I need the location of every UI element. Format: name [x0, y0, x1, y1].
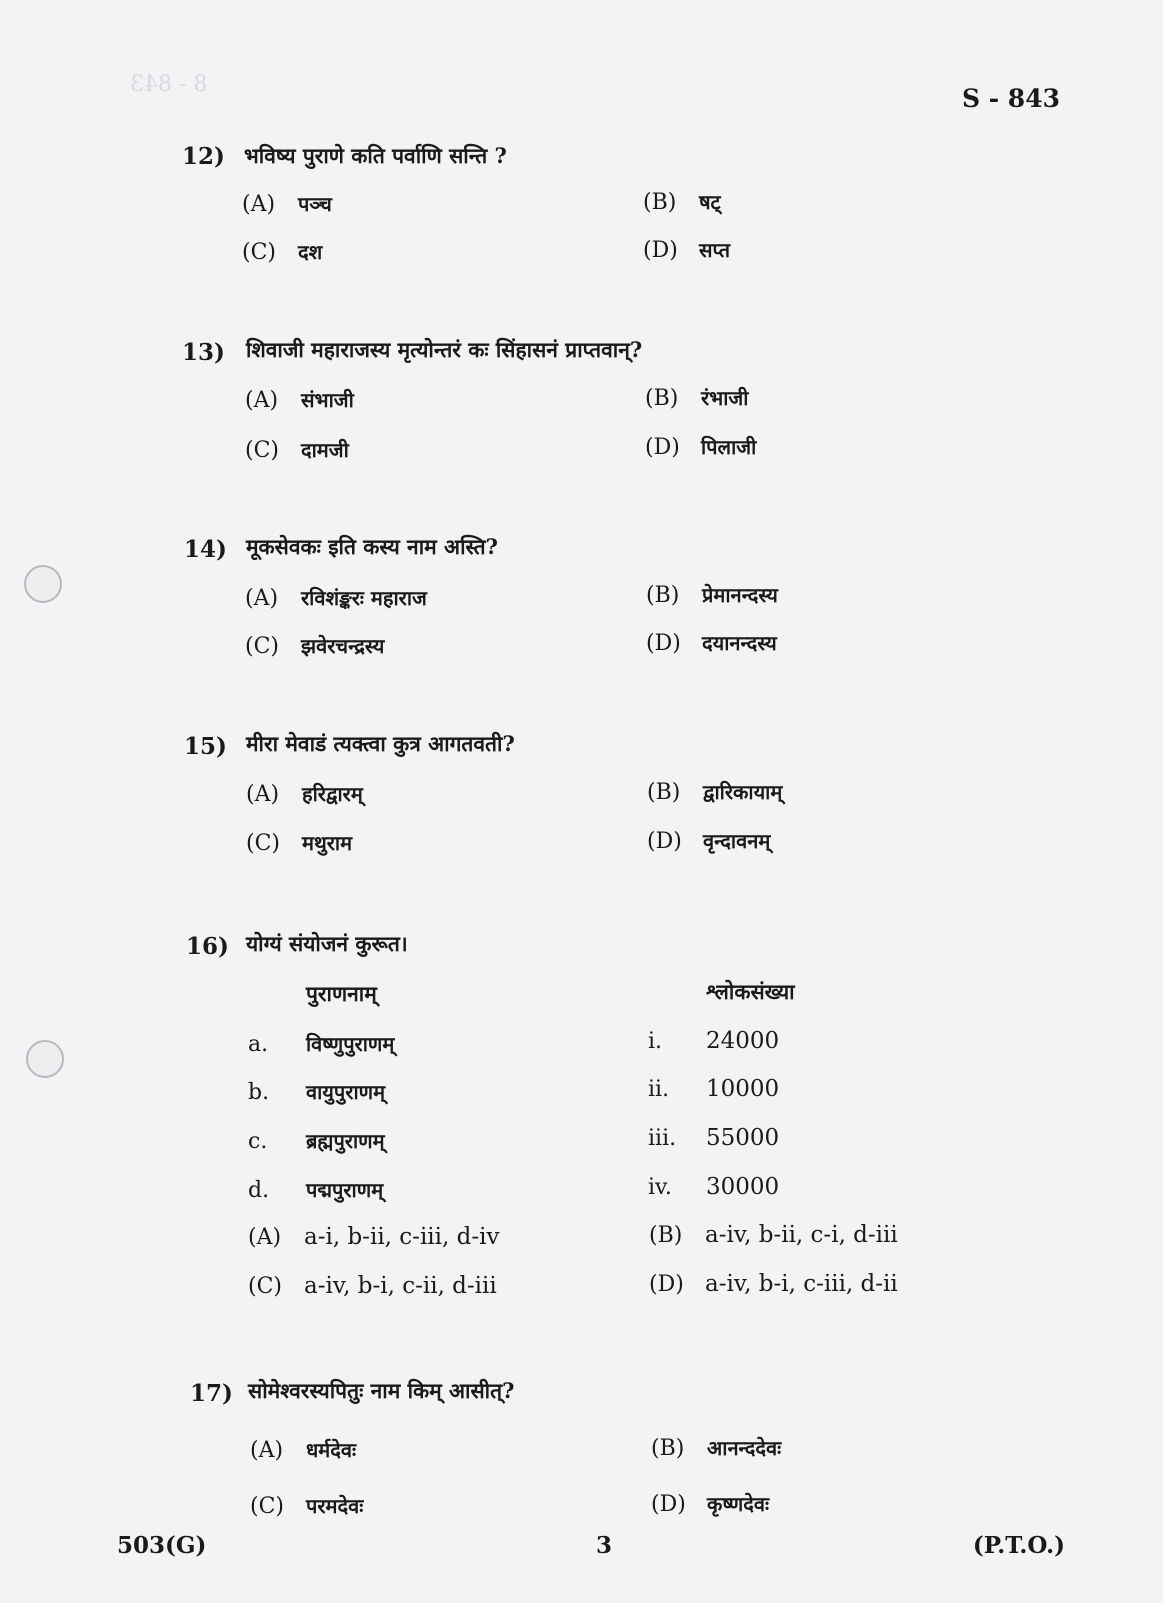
pto-label: (P.T.O.)	[972, 1532, 1065, 1559]
option-b[interactable]: (B) द्वारिकायाम्	[647, 780, 783, 805]
option-d[interactable]: (D) a-iv, b-i, c-iii, d-ii	[649, 1271, 898, 1297]
option-d[interactable]: (D) वृन्दावनम्	[647, 829, 771, 854]
option-b[interactable]: (B) प्रेमानन्दस्य	[646, 583, 778, 608]
option-d[interactable]: (D) सप्त	[643, 238, 731, 263]
option-d[interactable]: (D) कृष्णदेवः	[651, 1492, 770, 1517]
question-number: 17)	[190, 1380, 233, 1407]
option-c[interactable]: (C) झवेरचन्द्रस्य	[245, 634, 385, 659]
match-right-ii: ii. 10000	[648, 1076, 780, 1102]
option-b[interactable]: (B) आनन्ददेवः	[651, 1436, 782, 1461]
option-c[interactable]: (C) मथुराम	[246, 831, 353, 856]
question-text: भविष्य पुराणे कति पर्वाणि सन्ति ?	[244, 143, 507, 168]
option-c[interactable]: (C) दश	[242, 240, 323, 265]
question-text: सोमेश्वरस्यपितुः नाम किम् आसीत्?	[248, 1378, 515, 1403]
match-right-iii: iii. 55000	[648, 1125, 780, 1151]
option-c[interactable]: (C) दामजी	[245, 438, 349, 463]
match-left-a: a. विष्णुपुराणम्	[248, 1032, 395, 1057]
option-a[interactable]: (A) संभाजी	[245, 388, 354, 413]
paper-code: S - 843	[961, 84, 1060, 113]
option-a[interactable]: (A) धर्मदेवः	[250, 1438, 357, 1463]
question-number: 12)	[182, 143, 225, 170]
match-left-d: d. पद्मपुराणम्	[248, 1178, 384, 1203]
match-left-b: b. वायुपुराणम्	[248, 1080, 386, 1105]
question-text: मूकसेवकः इति कस्य नाम अस्ति?	[246, 534, 498, 559]
option-c[interactable]: (C) परमदेवः	[250, 1494, 364, 1519]
question-number: 13)	[182, 339, 225, 366]
question-number: 16)	[186, 933, 229, 960]
page-number: 3	[596, 1532, 613, 1559]
show-through-text: 8 - 843	[130, 72, 208, 97]
option-a[interactable]: (A) हरिद्वारम्	[246, 782, 363, 807]
question-number: 15)	[184, 733, 227, 760]
question-number: 14)	[184, 536, 227, 563]
option-a[interactable]: (A) पञ्च	[242, 192, 332, 217]
match-left-c: c. ब्रह्मपुराणम्	[248, 1129, 385, 1154]
option-c[interactable]: (C) a-iv, b-i, c-ii, d-iii	[248, 1273, 497, 1299]
punch-hole-bottom	[26, 1040, 64, 1078]
column-heading-left: पुराणनाम्	[306, 981, 377, 1006]
footer-paper-number: 503(G)	[117, 1532, 207, 1559]
question-text: मीरा मेवाडं त्यक्त्वा कुत्र आगतवती?	[246, 731, 515, 756]
match-right-i: i. 24000	[648, 1028, 780, 1054]
column-heading-right: श्लोकसंख्या	[706, 979, 795, 1004]
option-b[interactable]: (B) रंभाजी	[645, 386, 749, 411]
option-d[interactable]: (D) दयानन्दस्य	[646, 631, 777, 656]
question-text: शिवाजी महाराजस्य मृत्योन्तरं कः सिंहासनं प्राप्तवान्?	[246, 337, 643, 362]
option-a[interactable]: (A) a-i, b-ii, c-iii, d-iv	[248, 1224, 500, 1250]
punch-hole-top	[24, 565, 62, 603]
option-b[interactable]: (B) षट्	[643, 190, 721, 215]
option-b[interactable]: (B) a-iv, b-ii, c-i, d-iii	[649, 1222, 898, 1248]
option-d[interactable]: (D) पिलाजी	[645, 435, 757, 460]
question-text: योग्यं संयोजनं कुरूत।	[246, 931, 408, 956]
option-a[interactable]: (A) रविशंङ्करः महाराज	[245, 586, 427, 611]
match-right-iv: iv. 30000	[648, 1174, 780, 1200]
